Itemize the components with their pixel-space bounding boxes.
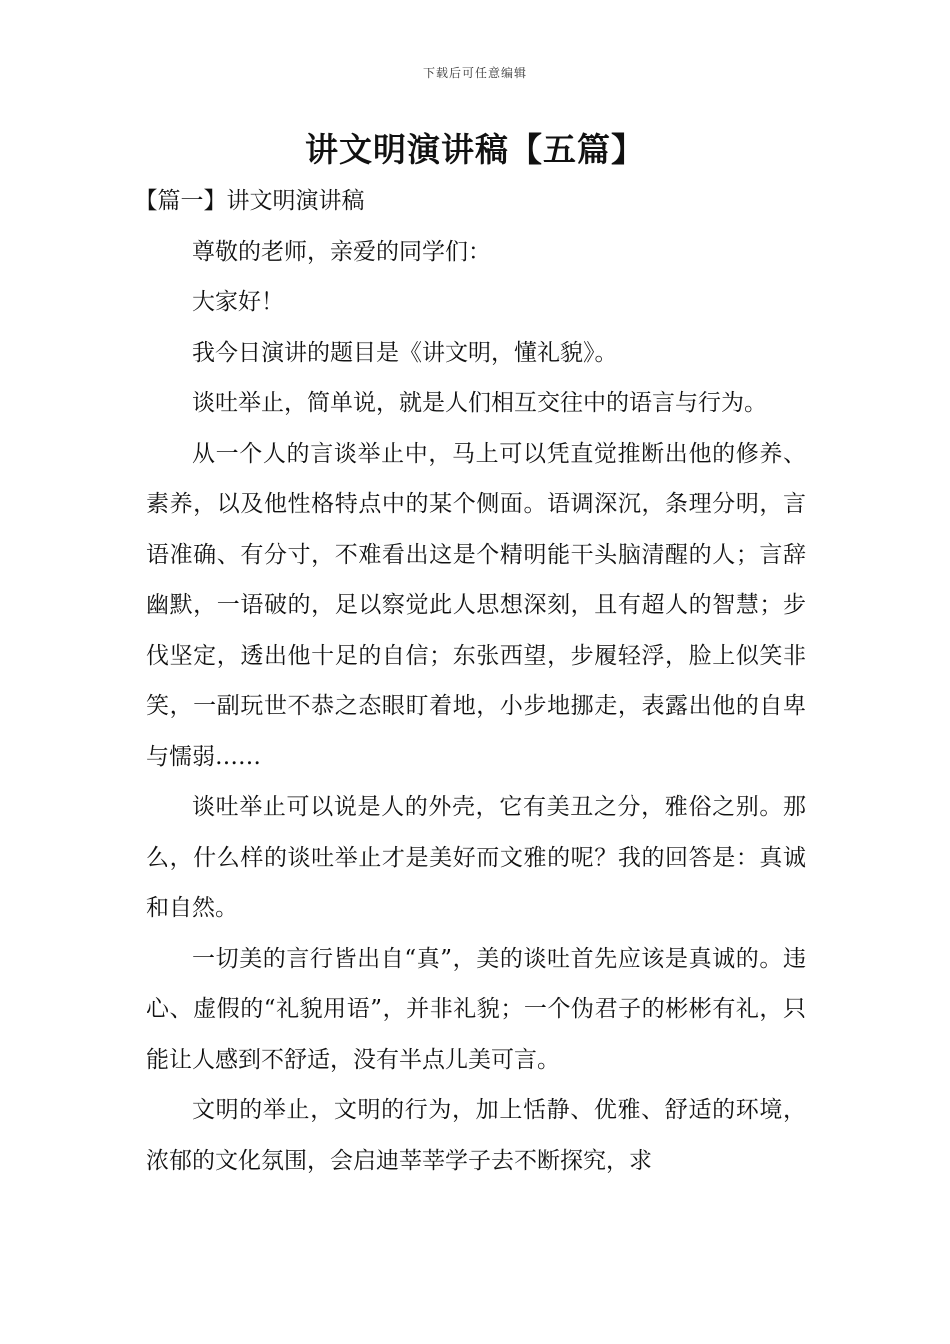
paragraph-environment: 文明的举止，文明的行为，加上恬静、优雅、舒适的环境，浓郁的文化氛围，会启迪莘莘学子去不断探究，求 [146,1097,806,1174]
header-note: 下载后可任意编辑 [422,66,527,80]
document-body [134,176,806,1186]
paragraph-hello: 大家好！ [192,289,284,315]
paragraph-topic: 我今日演讲的题目是《讲文明，懂礼貌》。 [192,339,618,366]
paragraph-question: 谈吐举止可以说是人的外壳，它有美丑之分，雅俗之别。那么，什么样的谈吐举止才是美好而文雅的呢？我的回答是：真诚和自然。 [146,794,806,921]
document-title: 讲文明演讲稿【五篇】 [305,130,645,169]
paragraph-definition: 谈吐举止，简单说，就是人们相互交往中的语言与行为。 [192,390,767,416]
paragraph-greeting: 尊敬的老师，亲爱的同学们： [192,238,491,265]
paragraph-examples: 从一个人的言谈举止中，马上可以凭直觉推断出他的修养、素养，以及他性格特点中的某个侧面。语调深沉，条理分明，言语准确、有分寸，不难看出这是个精明能干头脑清醒的人；言辞幽默，一语破的，足以察觉此人思想深刻，且有超人的智慧；步伐坚定，透出他十足的自信；东张西望，步履轻浮，脸上似笑非笑，一副玩世不恭之态眼盯着地，小步地挪走，表露出他的自卑与懦弱…… [146,440,806,770]
paragraph-sincerity: 一切美的言行皆出自“真”，美的谈吐首先应该是真诚的。违心、虚假的“礼貌用语”，并非礼貌；一个伪君子的彬彬有礼，只能让人感到不舒适，没有半点儿美可言。 [146,945,806,1073]
section-heading: 【篇一】讲文明演讲稿 [134,188,365,214]
